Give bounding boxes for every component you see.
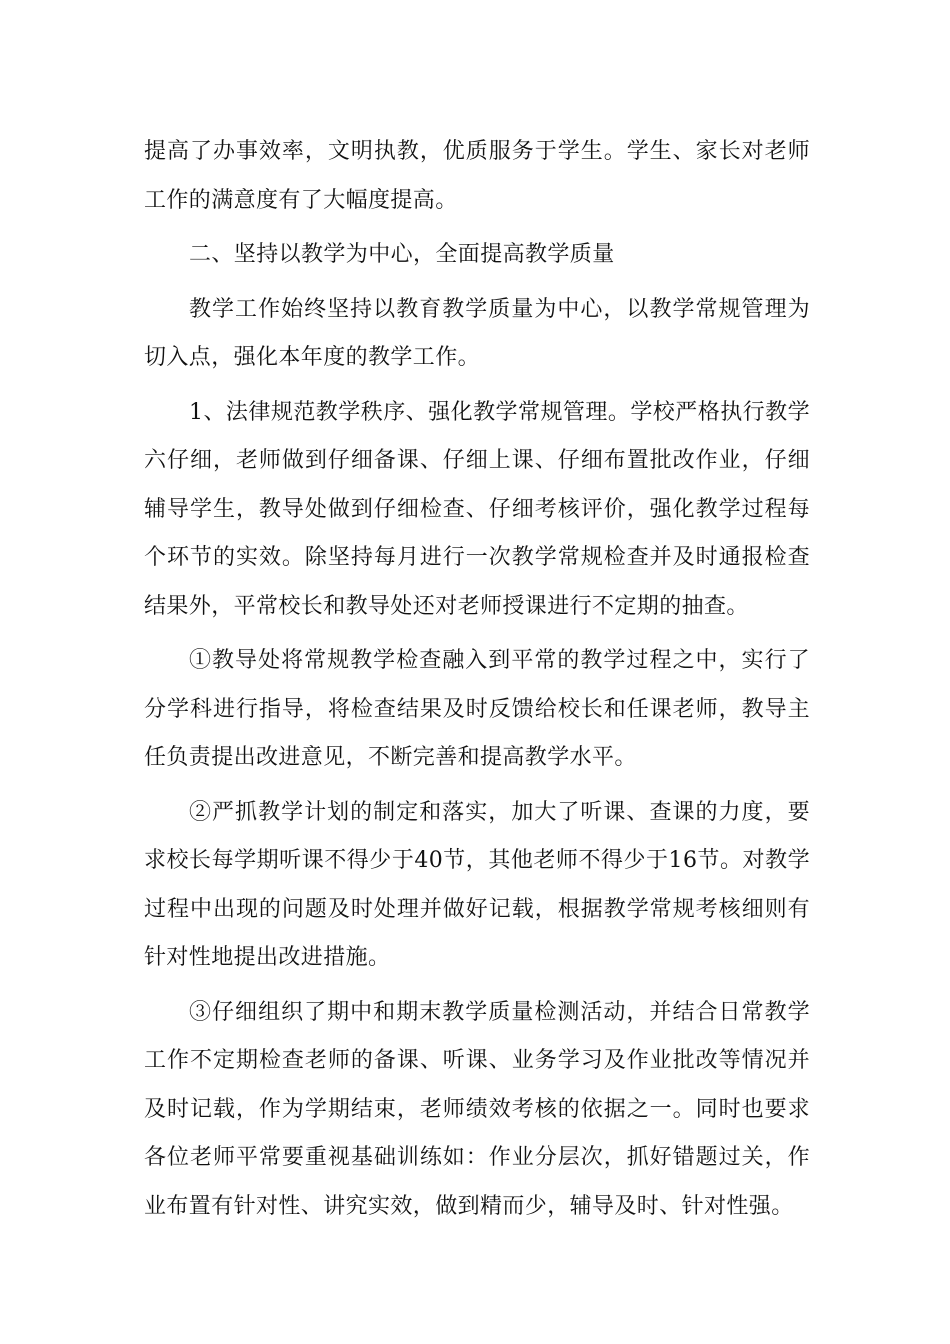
paragraph-item-1: 1、法律规范教学秩序、强化教学常规管理。学校严格执行教学六仔细，老师做到仔细备课、仔细上课、仔细布置批改作业，仔细辅导学生，教导处做到仔细检查、仔细考核评价，强化教学过程每个环节的实效。除坚持每月进行一次教学常规检查并及时通报检查结果外，平常校长和教导处还对老师授课进行不定期的抽查。 — [144, 399, 810, 619]
paragraph-subitem-2: ②严抓教学计划的制定和落实，加大了听课、查课的力度，要求校长每学期听课不得少于40节，其他老师不得少于16节。对教学过程中出现的问题及时处理并做好记载，根据教学常规考核细则有针对性地提出改进措施。 — [144, 799, 810, 970]
paragraph-subitem-3: ③仔细组织了期中和期末教学质量检测活动，并结合日常教学工作不定期检查老师的备课、听课、业务学习及作业批改等情况并及时记载，作为学期结束，老师绩效考核的依据之一。同时也要求各位老师平常要重视基础训练如：作业分层次，抓好错题过关，作业布置有针对性、讲究实效，做到精而少，辅导及时、针对性强。 — [144, 999, 810, 1219]
paragraph-intro: 教学工作始终坚持以教育教学质量为中心，以教学常规管理为切入点，强化本年度的教学工作。 — [144, 296, 810, 370]
document-page — [144, 128, 810, 1237]
section-heading: 二、坚持以教学为中心，全面提高教学质量 — [189, 242, 615, 267]
paragraph-subitem-1: ①教导处将常规教学检查融入到平常的教学过程之中，实行了分学科进行指导，将检查结果及时反馈给校长和任课老师，教导主任负责提出改进意见，不断完善和提高教学水平。 — [144, 648, 810, 770]
paragraph-continuation: 提高了办事效率，文明执教，优质服务于学生。学生、家长对老师工作的满意度有了大幅度提高。 — [144, 139, 810, 213]
